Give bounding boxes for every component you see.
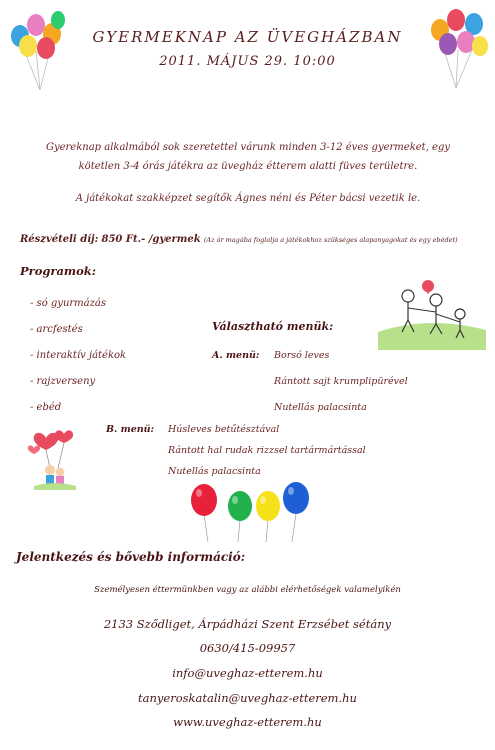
intro-line-3: A játékokat szakképzet segítők Ágnes néni és Péter bácsi vezetik le. xyxy=(75,193,421,204)
contact-phone: 0630/415-09957 xyxy=(199,641,296,655)
menu-heading: Választható menük: xyxy=(212,320,334,333)
contact-address: 2133 Sződliget, Árpádházi Szent Erzsébet sétány xyxy=(103,617,392,631)
intro-line-1: Gyereknap alkalmából sok szeretettel várunk minden 3-12 éves gyermeket, egy xyxy=(45,142,451,153)
program-item: - ebéd xyxy=(30,402,62,413)
event-title: GYERMEKNAP AZ ÜVEGHÁZBAN xyxy=(92,28,403,46)
fee-note: (Az ár magába foglalja a játékokhoz szükséges alapanyagokat és egy ebédet) xyxy=(203,236,458,244)
participation-fee xyxy=(20,234,458,245)
menu-a-item: Rántott sajt krumplipürével xyxy=(274,376,408,387)
menu-a-label: A. menü: xyxy=(212,350,260,361)
menu-a-item: Nutellás palacsinta xyxy=(274,402,367,413)
contact-email-info[interactable]: info@uveghaz-etterem.hu xyxy=(172,666,323,680)
programs-heading: Programok: xyxy=(20,264,96,278)
event-date: 2011. MÁJUS 29. 10:00 xyxy=(159,54,336,69)
family-illustration-image xyxy=(378,270,486,350)
kids-with-heart-balloons-image xyxy=(24,428,82,490)
menu-b-item: Rántott hal rudak rizzsel tartármártással xyxy=(168,445,366,456)
menu-b-label: B. menü: xyxy=(106,424,155,435)
menu-b-item: Nutellás palacsinta xyxy=(168,466,261,477)
menu-b-item: Húsleves betűtésztával xyxy=(168,424,280,435)
balloon-cluster-left-image xyxy=(6,10,68,90)
intro-line-2: kötetlen 3-4 órás játékra az üvegház étterem alatti füves területre. xyxy=(78,161,418,172)
contact-subline: Személyesen éttermünkben vagy az alábbi elérhetőségek valamelyikén xyxy=(94,585,401,595)
program-item: - rajzverseny xyxy=(30,376,96,387)
balloon-cluster-right-image xyxy=(428,8,490,88)
fee-amount: 850 Ft.- /gyermek xyxy=(101,234,201,245)
contact-website-link[interactable]: www.uveghaz-etterem.hu xyxy=(173,715,322,729)
program-item: - interaktív játékok xyxy=(30,350,127,361)
contact-heading: Jelentkezés és bővebb információ: xyxy=(16,550,246,564)
contact-email-katalin[interactable]: tanyeroskatalin@uveghaz-etterem.hu xyxy=(138,691,357,705)
program-item: - só gyurmázás xyxy=(30,298,106,309)
menu-a-item: Borsó leves xyxy=(274,350,330,361)
fee-label: Részvételi díj: xyxy=(20,234,99,245)
program-item: - arcfestés xyxy=(30,324,83,335)
colorful-balloons-image xyxy=(186,480,316,542)
